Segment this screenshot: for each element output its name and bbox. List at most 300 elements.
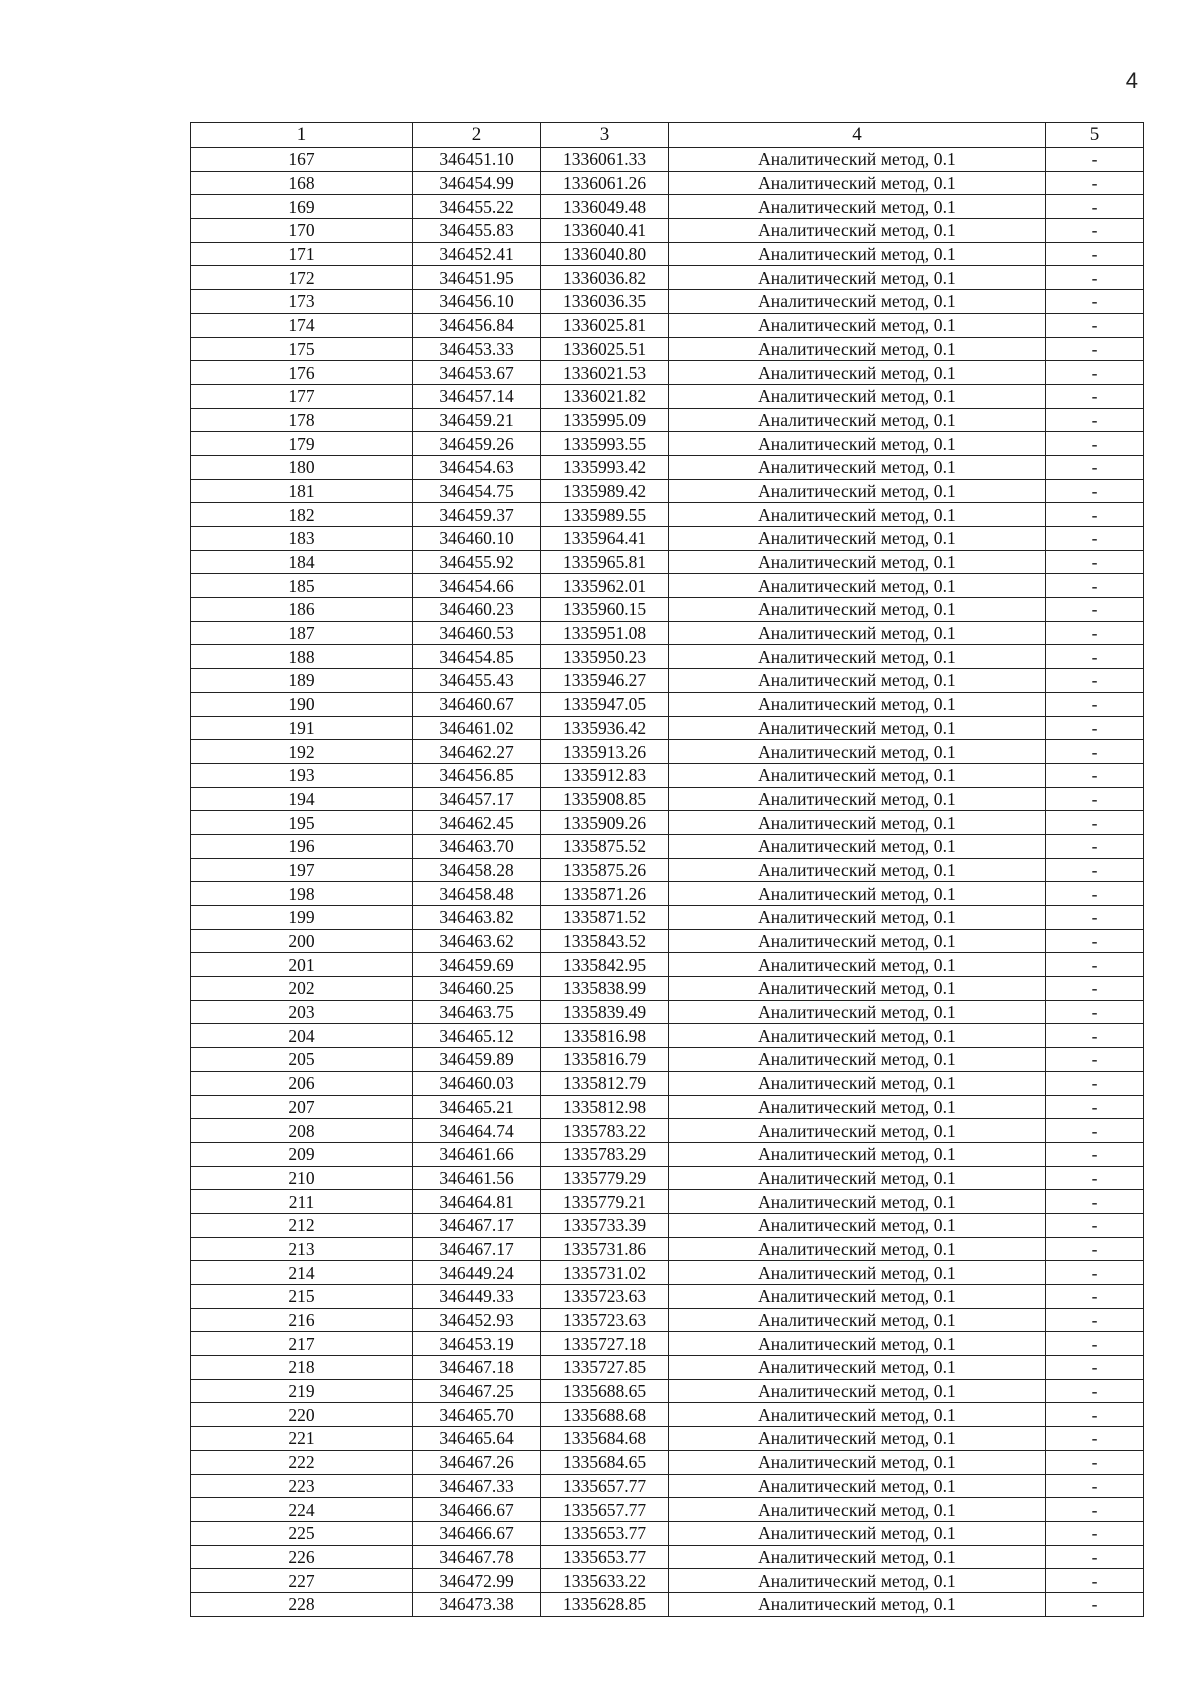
table-row (191, 834, 1144, 858)
description-cell: - (1046, 1592, 1144, 1616)
table-row (191, 171, 1144, 195)
x-coordinate-cell: 346461.02 (413, 716, 541, 740)
y-coordinate-cell: 1335912.83 (541, 763, 669, 787)
y-coordinate-cell: 1335965.81 (541, 550, 669, 574)
method-cell: Аналитический метод, 0.1 (669, 1592, 1046, 1616)
x-coordinate-cell: 346451.10 (413, 148, 541, 172)
table-row (191, 1213, 1144, 1237)
point-number-cell: 191 (191, 716, 413, 740)
method-cell: Аналитический метод, 0.1 (669, 408, 1046, 432)
method-cell: Аналитический метод, 0.1 (669, 527, 1046, 551)
y-coordinate-cell: 1336040.80 (541, 242, 669, 266)
x-coordinate-cell: 346459.69 (413, 953, 541, 977)
x-coordinate-cell: 346465.64 (413, 1427, 541, 1451)
table-row (191, 313, 1144, 337)
method-cell: Аналитический метод, 0.1 (669, 621, 1046, 645)
point-number-cell: 189 (191, 669, 413, 693)
x-coordinate-cell: 346459.21 (413, 408, 541, 432)
x-coordinate-cell: 346467.17 (413, 1237, 541, 1261)
description-cell: - (1046, 1095, 1144, 1119)
method-cell: Аналитический метод, 0.1 (669, 1285, 1046, 1309)
point-number-cell: 193 (191, 763, 413, 787)
x-coordinate-cell: 346454.63 (413, 455, 541, 479)
table-body (191, 148, 1144, 1617)
x-coordinate-cell: 346463.70 (413, 834, 541, 858)
x-coordinate-cell: 346464.81 (413, 1190, 541, 1214)
y-coordinate-cell: 1335993.55 (541, 432, 669, 456)
y-coordinate-cell: 1335727.85 (541, 1356, 669, 1380)
method-cell: Аналитический метод, 0.1 (669, 337, 1046, 361)
point-number-cell: 215 (191, 1285, 413, 1309)
description-cell: - (1046, 716, 1144, 740)
point-number-cell: 167 (191, 148, 413, 172)
table-row (191, 1427, 1144, 1451)
point-number-cell: 172 (191, 266, 413, 290)
x-coordinate-cell: 346454.85 (413, 645, 541, 669)
point-number-cell: 177 (191, 384, 413, 408)
table-row (191, 1403, 1144, 1427)
table-row (191, 929, 1144, 953)
method-cell: Аналитический метод, 0.1 (669, 1000, 1046, 1024)
method-cell: Аналитический метод, 0.1 (669, 171, 1046, 195)
point-number-cell: 214 (191, 1261, 413, 1285)
point-number-cell: 212 (191, 1213, 413, 1237)
y-coordinate-cell: 1335812.79 (541, 1071, 669, 1095)
point-number-cell: 204 (191, 1024, 413, 1048)
y-coordinate-cell: 1335989.55 (541, 503, 669, 527)
method-cell: Аналитический метод, 0.1 (669, 1521, 1046, 1545)
table-row (191, 692, 1144, 716)
method-cell: Аналитический метод, 0.1 (669, 1569, 1046, 1593)
point-number-cell: 203 (191, 1000, 413, 1024)
table-row (191, 1521, 1144, 1545)
x-coordinate-cell: 346453.33 (413, 337, 541, 361)
y-coordinate-cell: 1335657.77 (541, 1474, 669, 1498)
x-coordinate-cell: 346463.62 (413, 929, 541, 953)
method-cell: Аналитический метод, 0.1 (669, 953, 1046, 977)
point-number-cell: 192 (191, 740, 413, 764)
description-cell: - (1046, 953, 1144, 977)
method-cell: Аналитический метод, 0.1 (669, 1142, 1046, 1166)
table-row (191, 1569, 1144, 1593)
y-coordinate-cell: 1335684.65 (541, 1450, 669, 1474)
x-coordinate-cell: 346451.95 (413, 266, 541, 290)
method-cell: Аналитический метод, 0.1 (669, 455, 1046, 479)
y-coordinate-cell: 1336025.51 (541, 337, 669, 361)
description-cell: - (1046, 171, 1144, 195)
method-cell: Аналитический метод, 0.1 (669, 1356, 1046, 1380)
y-coordinate-cell: 1335913.26 (541, 740, 669, 764)
x-coordinate-cell: 346456.10 (413, 290, 541, 314)
x-coordinate-cell: 346459.89 (413, 1048, 541, 1072)
description-cell: - (1046, 692, 1144, 716)
point-number-cell: 186 (191, 598, 413, 622)
method-cell: Аналитический метод, 0.1 (669, 1474, 1046, 1498)
y-coordinate-cell: 1335839.49 (541, 1000, 669, 1024)
table-row (191, 1237, 1144, 1261)
method-cell: Аналитический метод, 0.1 (669, 1166, 1046, 1190)
description-cell: - (1046, 1545, 1144, 1569)
table-row (191, 148, 1144, 172)
table-row (191, 787, 1144, 811)
description-cell: - (1046, 1450, 1144, 1474)
point-number-cell: 198 (191, 882, 413, 906)
x-coordinate-cell: 346460.10 (413, 527, 541, 551)
y-coordinate-cell: 1335779.29 (541, 1166, 669, 1190)
point-number-cell: 197 (191, 858, 413, 882)
method-cell: Аналитический метод, 0.1 (669, 1024, 1046, 1048)
coordinates-table (190, 122, 1144, 1617)
point-number-cell: 171 (191, 242, 413, 266)
point-number-cell: 209 (191, 1142, 413, 1166)
table-row (191, 882, 1144, 906)
description-cell: - (1046, 1569, 1144, 1593)
method-cell: Аналитический метод, 0.1 (669, 1545, 1046, 1569)
description-cell: - (1046, 384, 1144, 408)
point-number-cell: 220 (191, 1403, 413, 1427)
method-cell: Аналитический метод, 0.1 (669, 242, 1046, 266)
x-coordinate-cell: 346455.22 (413, 195, 541, 219)
y-coordinate-cell: 1336061.33 (541, 148, 669, 172)
y-coordinate-cell: 1335842.95 (541, 953, 669, 977)
point-number-cell: 184 (191, 550, 413, 574)
point-number-cell: 206 (191, 1071, 413, 1095)
description-cell: - (1046, 1332, 1144, 1356)
x-coordinate-cell: 346462.45 (413, 811, 541, 835)
table-row (191, 1000, 1144, 1024)
point-number-cell: 213 (191, 1237, 413, 1261)
description-cell: - (1046, 1427, 1144, 1451)
method-cell: Аналитический метод, 0.1 (669, 1071, 1046, 1095)
table-row (191, 977, 1144, 1001)
point-number-cell: 173 (191, 290, 413, 314)
method-cell: Аналитический метод, 0.1 (669, 1190, 1046, 1214)
point-number-cell: 169 (191, 195, 413, 219)
description-cell: - (1046, 266, 1144, 290)
column-header-method: 4 (669, 123, 1046, 148)
point-number-cell: 210 (191, 1166, 413, 1190)
description-cell: - (1046, 1498, 1144, 1522)
method-cell: Аналитический метод, 0.1 (669, 148, 1046, 172)
method-cell: Аналитический метод, 0.1 (669, 290, 1046, 314)
y-coordinate-cell: 1335783.22 (541, 1119, 669, 1143)
method-cell: Аналитический метод, 0.1 (669, 1498, 1046, 1522)
method-cell: Аналитический метод, 0.1 (669, 858, 1046, 882)
table-row (191, 432, 1144, 456)
description-cell: - (1046, 479, 1144, 503)
table-header (191, 123, 1144, 148)
x-coordinate-cell: 346455.92 (413, 550, 541, 574)
x-coordinate-cell: 346467.78 (413, 1545, 541, 1569)
y-coordinate-cell: 1336049.48 (541, 195, 669, 219)
point-number-cell: 195 (191, 811, 413, 835)
description-cell: - (1046, 455, 1144, 479)
header-row (191, 123, 1144, 148)
x-coordinate-cell: 346465.70 (413, 1403, 541, 1427)
method-cell: Аналитический метод, 0.1 (669, 313, 1046, 337)
x-coordinate-cell: 346460.23 (413, 598, 541, 622)
method-cell: Аналитический метод, 0.1 (669, 598, 1046, 622)
description-cell: - (1046, 621, 1144, 645)
point-number-cell: 190 (191, 692, 413, 716)
description-cell: - (1046, 527, 1144, 551)
x-coordinate-cell: 346467.17 (413, 1213, 541, 1237)
y-coordinate-cell: 1335838.99 (541, 977, 669, 1001)
y-coordinate-cell: 1335653.77 (541, 1521, 669, 1545)
table-row (191, 384, 1144, 408)
description-cell: - (1046, 977, 1144, 1001)
description-cell: - (1046, 550, 1144, 574)
method-cell: Аналитический метод, 0.1 (669, 882, 1046, 906)
description-cell: - (1046, 1474, 1144, 1498)
table-row (191, 1356, 1144, 1380)
method-cell: Аналитический метод, 0.1 (669, 1261, 1046, 1285)
table-row (191, 598, 1144, 622)
description-cell: - (1046, 1403, 1144, 1427)
method-cell: Аналитический метод, 0.1 (669, 1095, 1046, 1119)
description-cell: - (1046, 242, 1144, 266)
description-cell: - (1046, 1000, 1144, 1024)
table-row (191, 1048, 1144, 1072)
table-row (191, 906, 1144, 930)
method-cell: Аналитический метод, 0.1 (669, 977, 1046, 1001)
method-cell: Аналитический метод, 0.1 (669, 550, 1046, 574)
y-coordinate-cell: 1335995.09 (541, 408, 669, 432)
point-number-cell: 223 (191, 1474, 413, 1498)
point-number-cell: 202 (191, 977, 413, 1001)
table-row (191, 337, 1144, 361)
method-cell: Аналитический метод, 0.1 (669, 219, 1046, 243)
description-cell: - (1046, 432, 1144, 456)
x-coordinate-cell: 346454.66 (413, 574, 541, 598)
point-number-cell: 222 (191, 1450, 413, 1474)
x-coordinate-cell: 346458.28 (413, 858, 541, 882)
description-cell: - (1046, 574, 1144, 598)
column-header-x-coordinate: 2 (413, 123, 541, 148)
y-coordinate-cell: 1335816.79 (541, 1048, 669, 1072)
table-row (191, 1332, 1144, 1356)
description-cell: - (1046, 787, 1144, 811)
y-coordinate-cell: 1335908.85 (541, 787, 669, 811)
table-row (191, 1592, 1144, 1616)
y-coordinate-cell: 1335993.42 (541, 455, 669, 479)
point-number-cell: 211 (191, 1190, 413, 1214)
column-header-point-number: 1 (191, 123, 413, 148)
table-row (191, 1474, 1144, 1498)
description-cell: - (1046, 408, 1144, 432)
table-row (191, 574, 1144, 598)
method-cell: Аналитический метод, 0.1 (669, 1403, 1046, 1427)
method-cell: Аналитический метод, 0.1 (669, 929, 1046, 953)
point-number-cell: 225 (191, 1521, 413, 1545)
description-cell: - (1046, 1213, 1144, 1237)
method-cell: Аналитический метод, 0.1 (669, 787, 1046, 811)
y-coordinate-cell: 1335657.77 (541, 1498, 669, 1522)
method-cell: Аналитический метод, 0.1 (669, 479, 1046, 503)
table-row (191, 1095, 1144, 1119)
point-number-cell: 219 (191, 1379, 413, 1403)
y-coordinate-cell: 1335875.26 (541, 858, 669, 882)
method-cell: Аналитический метод, 0.1 (669, 1427, 1046, 1451)
table-row (191, 550, 1144, 574)
point-number-cell: 187 (191, 621, 413, 645)
table-row (191, 1450, 1144, 1474)
x-coordinate-cell: 346473.38 (413, 1592, 541, 1616)
description-cell: - (1046, 361, 1144, 385)
x-coordinate-cell: 346452.93 (413, 1308, 541, 1332)
description-cell: - (1046, 503, 1144, 527)
table-row (191, 1379, 1144, 1403)
y-coordinate-cell: 1335684.68 (541, 1427, 669, 1451)
y-coordinate-cell: 1335723.63 (541, 1285, 669, 1309)
y-coordinate-cell: 1335871.52 (541, 906, 669, 930)
y-coordinate-cell: 1335727.18 (541, 1332, 669, 1356)
table-row (191, 645, 1144, 669)
method-cell: Аналитический метод, 0.1 (669, 1308, 1046, 1332)
point-number-cell: 228 (191, 1592, 413, 1616)
y-coordinate-cell: 1335871.26 (541, 882, 669, 906)
y-coordinate-cell: 1336021.82 (541, 384, 669, 408)
x-coordinate-cell: 346467.18 (413, 1356, 541, 1380)
method-cell: Аналитический метод, 0.1 (669, 763, 1046, 787)
method-cell: Аналитический метод, 0.1 (669, 1450, 1046, 1474)
y-coordinate-cell: 1335812.98 (541, 1095, 669, 1119)
x-coordinate-cell: 346455.43 (413, 669, 541, 693)
x-coordinate-cell: 346460.53 (413, 621, 541, 645)
description-cell: - (1046, 1285, 1144, 1309)
y-coordinate-cell: 1335960.15 (541, 598, 669, 622)
description-cell: - (1046, 882, 1144, 906)
table-row (191, 503, 1144, 527)
x-coordinate-cell: 346460.25 (413, 977, 541, 1001)
description-cell: - (1046, 834, 1144, 858)
x-coordinate-cell: 346454.75 (413, 479, 541, 503)
table-row (191, 740, 1144, 764)
table-row (191, 716, 1144, 740)
method-cell: Аналитический метод, 0.1 (669, 432, 1046, 456)
table-row (191, 290, 1144, 314)
point-number-cell: 181 (191, 479, 413, 503)
table-row (191, 858, 1144, 882)
description-cell: - (1046, 763, 1144, 787)
y-coordinate-cell: 1335950.23 (541, 645, 669, 669)
x-coordinate-cell: 346459.37 (413, 503, 541, 527)
point-number-cell: 200 (191, 929, 413, 953)
description-cell: - (1046, 1166, 1144, 1190)
y-coordinate-cell: 1335964.41 (541, 527, 669, 551)
y-coordinate-cell: 1335875.52 (541, 834, 669, 858)
point-number-cell: 227 (191, 1569, 413, 1593)
y-coordinate-cell: 1335946.27 (541, 669, 669, 693)
description-cell: - (1046, 740, 1144, 764)
point-number-cell: 185 (191, 574, 413, 598)
point-number-cell: 221 (191, 1427, 413, 1451)
x-coordinate-cell: 346449.24 (413, 1261, 541, 1285)
y-coordinate-cell: 1335843.52 (541, 929, 669, 953)
description-cell: - (1046, 858, 1144, 882)
description-cell: - (1046, 1024, 1144, 1048)
method-cell: Аналитический метод, 0.1 (669, 1119, 1046, 1143)
y-coordinate-cell: 1336025.81 (541, 313, 669, 337)
x-coordinate-cell: 346456.84 (413, 313, 541, 337)
description-cell: - (1046, 1237, 1144, 1261)
method-cell: Аналитический метод, 0.1 (669, 834, 1046, 858)
description-cell: - (1046, 1119, 1144, 1143)
y-coordinate-cell: 1336021.53 (541, 361, 669, 385)
table-row (191, 1498, 1144, 1522)
method-cell: Аналитический метод, 0.1 (669, 669, 1046, 693)
x-coordinate-cell: 346456.85 (413, 763, 541, 787)
description-cell: - (1046, 337, 1144, 361)
description-cell: - (1046, 1521, 1144, 1545)
method-cell: Аналитический метод, 0.1 (669, 503, 1046, 527)
y-coordinate-cell: 1335962.01 (541, 574, 669, 598)
x-coordinate-cell: 346461.66 (413, 1142, 541, 1166)
point-number-cell: 218 (191, 1356, 413, 1380)
point-number-cell: 170 (191, 219, 413, 243)
description-cell: - (1046, 1142, 1144, 1166)
x-coordinate-cell: 346467.26 (413, 1450, 541, 1474)
table-row (191, 219, 1144, 243)
point-number-cell: 174 (191, 313, 413, 337)
x-coordinate-cell: 346454.99 (413, 171, 541, 195)
x-coordinate-cell: 346460.67 (413, 692, 541, 716)
description-cell: - (1046, 1190, 1144, 1214)
description-cell: - (1046, 1048, 1144, 1072)
x-coordinate-cell: 346465.12 (413, 1024, 541, 1048)
y-coordinate-cell: 1336036.35 (541, 290, 669, 314)
x-coordinate-cell: 346452.41 (413, 242, 541, 266)
y-coordinate-cell: 1335909.26 (541, 811, 669, 835)
description-cell: - (1046, 645, 1144, 669)
table-row (191, 1190, 1144, 1214)
y-coordinate-cell: 1335653.77 (541, 1545, 669, 1569)
x-coordinate-cell: 346467.33 (413, 1474, 541, 1498)
x-coordinate-cell: 346453.19 (413, 1332, 541, 1356)
description-cell: - (1046, 1356, 1144, 1380)
point-number-cell: 176 (191, 361, 413, 385)
x-coordinate-cell: 346467.25 (413, 1379, 541, 1403)
x-coordinate-cell: 346466.67 (413, 1521, 541, 1545)
description-cell: - (1046, 313, 1144, 337)
method-cell: Аналитический метод, 0.1 (669, 1213, 1046, 1237)
x-coordinate-cell: 346460.03 (413, 1071, 541, 1095)
point-number-cell: 208 (191, 1119, 413, 1143)
point-number-cell: 178 (191, 408, 413, 432)
method-cell: Аналитический метод, 0.1 (669, 266, 1046, 290)
x-coordinate-cell: 346458.48 (413, 882, 541, 906)
table-row (191, 1308, 1144, 1332)
point-number-cell: 168 (191, 171, 413, 195)
page-number: 4 (1125, 68, 1138, 93)
description-cell: - (1046, 929, 1144, 953)
point-number-cell: 183 (191, 527, 413, 551)
x-coordinate-cell: 346449.33 (413, 1285, 541, 1309)
point-number-cell: 180 (191, 455, 413, 479)
x-coordinate-cell: 346453.67 (413, 361, 541, 385)
point-number-cell: 194 (191, 787, 413, 811)
method-cell: Аналитический метод, 0.1 (669, 1332, 1046, 1356)
x-coordinate-cell: 346457.14 (413, 384, 541, 408)
description-cell: - (1046, 1071, 1144, 1095)
description-cell: - (1046, 1308, 1144, 1332)
point-number-cell: 216 (191, 1308, 413, 1332)
description-cell: - (1046, 598, 1144, 622)
table-row (191, 1261, 1144, 1285)
table-row (191, 1071, 1144, 1095)
method-cell: Аналитический метод, 0.1 (669, 716, 1046, 740)
point-number-cell: 217 (191, 1332, 413, 1356)
